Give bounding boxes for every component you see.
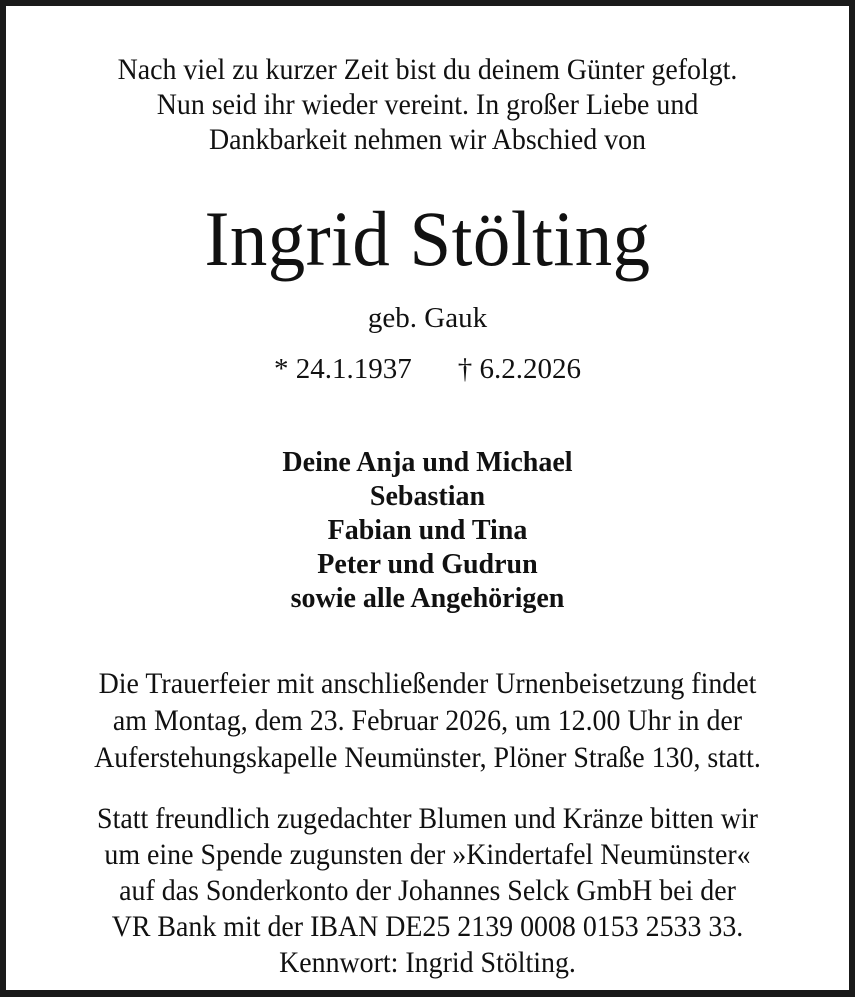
birth-date: * 24.1.1937 [274, 353, 412, 385]
donation-line-4: VR Bank mit der IBAN DE25 2139 0008 0153 2533 33. [111, 910, 744, 943]
intro-line-2: Nun seid ihr wieder vereint. In großer Liebe und [156, 88, 699, 121]
mourner-line-1: Deine Anja und Michael [282, 447, 573, 478]
intro-line-1: Nach viel zu kurzer Zeit bist du deinem Günter gefolgt. [117, 53, 738, 86]
donation-line-2: um eine Spende zugunsten der »Kindertafel Neumünster« [104, 838, 751, 871]
donation-line-1: Statt freundlich zugedachter Blumen und Kränze bitten wir [97, 802, 758, 835]
ceremony-line-2: am Montag, dem 23. Februar 2026, um 12.00 Uhr in der [112, 704, 743, 737]
mourner-line-2: Sebastian [369, 481, 486, 512]
mourner-line-4: Peter und Gudrun [317, 549, 538, 580]
ceremony-line-1: Die Trauerfeier mit anschließender Urnenbeisetzung findet [98, 667, 757, 700]
donation-line-5: Kennwort: Ingrid Stölting. [279, 946, 576, 979]
maiden-name: geb. Gauk [367, 302, 488, 334]
mourner-line-3: Fabian und Tina [327, 515, 528, 546]
death-date: † 6.2.2026 [457, 353, 581, 385]
ceremony-line-3: Auferstehungskapelle Neumünster, Plöner Straße 130, statt. [94, 741, 761, 774]
intro-line-3: Dankbarkeit nehmen wir Abschied von [208, 123, 646, 156]
donation-line-3: auf das Sonderkonto der Johannes Selck GmbH bei der [119, 874, 736, 907]
deceased-name: Ingrid Stölting [204, 195, 651, 282]
mourner-line-5: sowie alle Angehörigen [290, 583, 565, 614]
life-dates [6, 352, 849, 386]
